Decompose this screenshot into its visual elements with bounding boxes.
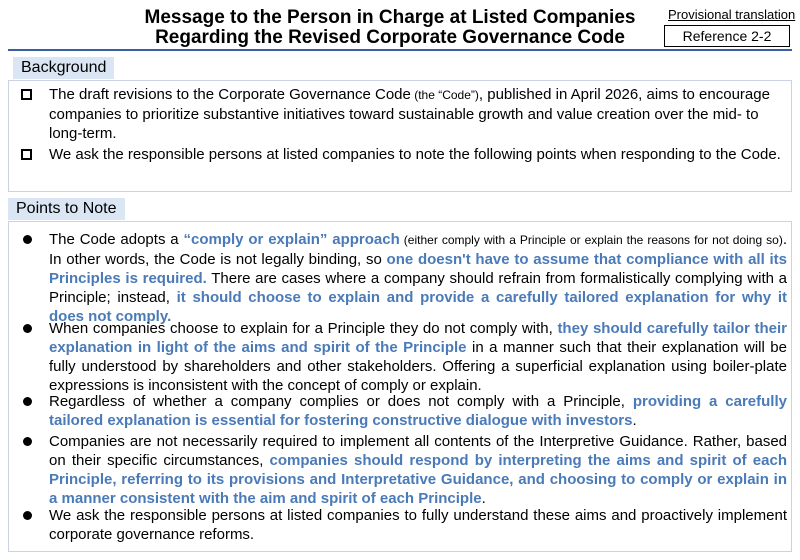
title-line-2: Regarding the Revised Corporate Governance Code [155,27,625,48]
point-highlight: companies should respond by interpreting the aims and spirit of each Principle, referring to its provisions and Interpretative Guidance, and choosing to comply or explain in a manner consistent with the aim and spirit of each Principle [49,452,787,507]
background-item-text: , published in April 2026, aims to encourage companies to prioritize substantive initiatives toward sustainable growth and value creation over the mid- to long-term. [49,86,770,142]
background-section [8,80,792,192]
points-section [8,221,792,552]
bullet-icon [23,324,32,333]
point-text: Regardless of whether a company complies or does not comply with a Principle, [49,393,633,410]
background-item-text: We ask the responsible persons at listed companies to note the following points when responding to the Code. [49,146,781,163]
point-highlight: one doesn't have to assume that compliance with all its Principles is required. [49,251,787,287]
title-line-1: Message to the Person in Charge at Listed Companies [144,7,636,28]
point-item [19,432,787,508]
point-text: . In other words, the Code is not legally binding, so [49,231,788,268]
point-text: Companies are not necessarily required to implement all contents of the Interpretive Guidance. Rather, based on their specific circumstances, [49,433,787,469]
point-text: We ask the responsible persons at listed companies to fully understand these aims and proactively implement corporate governance reforms. [49,507,787,543]
point-text: in a manner such that their explanation will be fully understood by shareholders and other stakeholders. Offering a superficial explanation using boiler-plate expressions is inconsistent with the concept of comply or explain. [49,339,787,394]
bullet-icon [23,511,32,520]
point-text: When companies choose to explain for a Principle they do not comply with, [49,320,558,337]
background-heading: Background [13,57,114,79]
document-header [0,0,800,50]
reference-badge: Reference 2-2 [664,25,790,47]
point-highlight: it should choose to explain and provide a carefully tailored explanation for why it does not comply. [49,289,787,325]
background-item [19,145,787,164]
page-title [120,8,660,48]
bullet-icon [23,397,32,406]
point-text: . [632,412,637,429]
background-item [19,85,787,143]
checkbox-square-icon [21,149,32,160]
point-text: The Code adopts a [49,231,184,248]
point-note: (either comply with a Principle or explain the reasons for not doing so) [399,233,783,247]
point-text: . [481,490,486,507]
points-heading: Points to Note [8,198,125,220]
point-highlight: they should carefully tailor their explanation in light of the aims and spirit of the Principle [49,320,787,356]
point-highlight: providing a carefully tailored explanation is essential for fostering constructive dialogue with investors [49,393,787,429]
point-text: There are cases where a company should refrain from formalistically complying with a Principle; instead, [49,270,787,306]
point-highlight: “comply or explain” approach [183,231,400,248]
point-item [19,230,787,326]
header-divider [8,49,792,51]
point-item [19,506,787,544]
background-item-note: (the “Code”) [410,88,479,102]
point-item [19,319,787,395]
background-item-text: The draft revisions to the Corporate Governance Code [49,86,411,103]
bullet-icon [23,437,32,446]
provisional-translation-label: Provisional translation [668,7,796,22]
bullet-icon [23,235,32,244]
point-item [19,392,787,430]
checkbox-square-icon [21,89,32,100]
